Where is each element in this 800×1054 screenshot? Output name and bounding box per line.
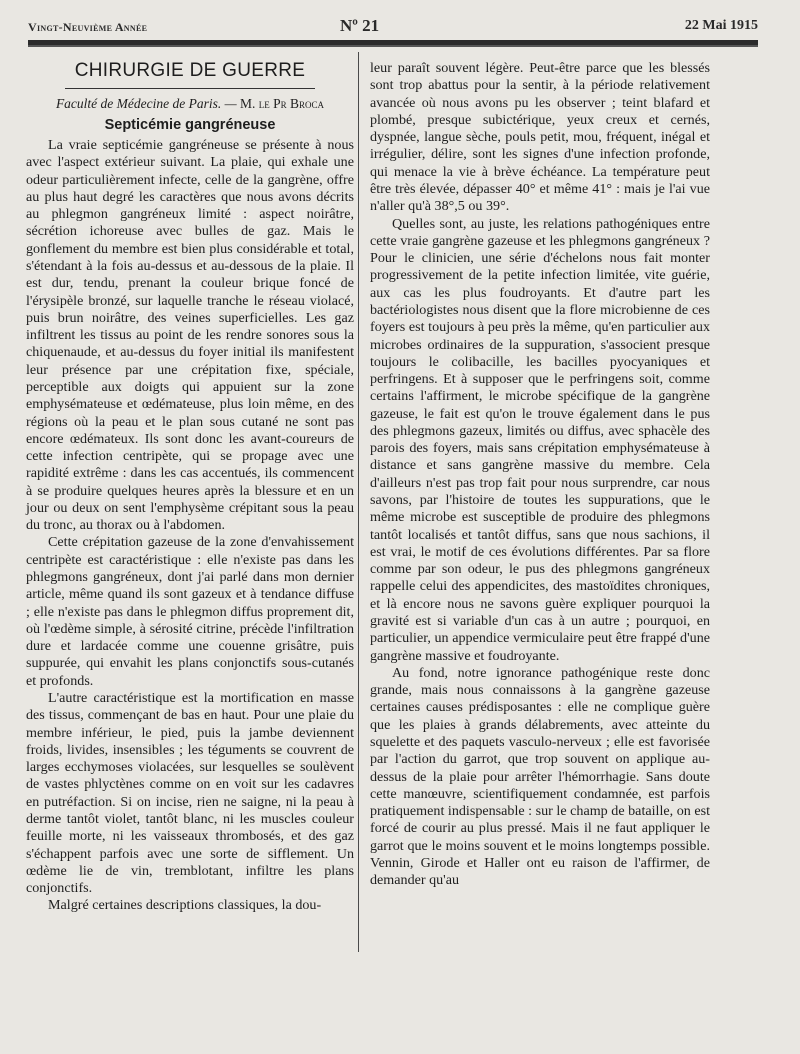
paragraph-continued: leur paraît souvent légère. Peut-être parce que les blessés sont trop abattus pour la sentir, à la période relativement avancée où nous avons pu les observer ; teint blafard et plombé, presque subictérique, yeux creux et cernés, dyspnée, langue sèche, pouls petit, mou, fréquent, inégal et irrégulier, délire, sont les signes d'une infection profonde, qui menace la vie à brève échéance. La température peut être très élevée, dépasser 40° et même 41° : mais je l'ai vue n'aller qu'à 38°,5 ou 39°. xyxy=(370,60,710,215)
volume-year-label: Vingt-Neuvième Année xyxy=(28,20,148,34)
article-byline xyxy=(26,95,354,113)
paragraph: Cette crépitation gazeuse de la zone d'envahissement centripète est caractéristique : elle n'existe pas dans les phlegmons gangréneux, dont j'ai parlé dans mon dernier article, même quand ils sont gazeux et à tendance diffuse ; elle n'existe pas dans le phlegmon diffus proprement dit, où l'œdème simple, à sérosité citrine, précède l'infiltration dure et lardacée comme une couenne grisâtre, puis suppurée, qui envahit les plans conjonctifs sous-cutanés et profonds. xyxy=(26,534,354,689)
paragraph: Malgré certaines descriptions classiques, la dou- xyxy=(48,897,322,914)
paragraph: Au fond, notre ignorance pathogénique reste donc grande, mais nous connaissons à la gangrène gazeuse certaines causes prédisposantes : elle ne complique guère que les plaies à grands délabrements, avec atteinte du squelette et des paquets vasculo-nerveux ; elle est favorisée par l'action du garrot, que trop souvent on applique au-dessus de la plaie pour arrêter l'hémorrhagie. Sans doute cette manœuvre, scientifiquement condamnée, est parfois pratiquement indispensable : sur le champ de bataille, on est forcé de courir au plus pressé. Mais il ne faut appliquer le garrot que le moins souvent et le moins longtemps possible. Vennin, Girode et Haller ont eu raison de l'affirmer, de demander qu'au xyxy=(370,664,710,889)
issue-date: 22 Mai 1915 xyxy=(684,18,758,33)
issue-number: Nº 21 xyxy=(340,16,380,35)
column-divider xyxy=(358,52,359,952)
header-rule xyxy=(28,40,758,47)
byline-institution: Faculté de Médecine de Paris. xyxy=(55,96,222,111)
article-title: Septicémie gangréneuse xyxy=(104,117,276,133)
paragraph: La vraie septicémie gangréneuse se présente à nous avec l'aspect extérieur suivant. La plaie, qui exhale une odeur particulièrement infecte, celle de la gangrène, offre au plus haut degré les caractères que nous avons décrits au phlegmon gangréneux limité : aspect noirâtre, sécrétion ichoreuse avec bulles de gaz. Mais le gonflement du membre est bien plus considérable et total, s'étendant à la fois au-dessus et au-dessous de la plaie. Il est dur, tendu, prenant la couleur brique foncé de l'érysipèle bronzé, sur laquelle tranche le réseau violacé, puis brun noirâtre, des veines superficielles. Les gaz infiltrent les tissus au point de les rendre sonores sous la chiquenaude, et au-dessus du foyer initial ils manifestent leur présence par une crépitation fixe, spéciale, perceptible aux doigts qui appuient sur la zone emphysémateuse et œdémateuse, plus loin même, en des régions où la peau et le plan sous cutané ne sont pas encore œdémateux. Ils sont donc les avant-coureurs de cette infection centripète, qui se propage avec une rapidité extrême : dans les cas accentués, ils commencent à se produire quelques heures après la blessure et en un jour ou deux on sent l'emphysème crépitant sous la peau du tronc, au thorax ou à l'abdomen. xyxy=(26,137,354,534)
byline-author: M. le Pr Broca xyxy=(240,96,325,111)
byline-dash: — xyxy=(221,96,241,111)
paragraph: Quelles sont, au juste, les relations pathogéniques entre cette vraie gangrène gazeuse et les phlegmons gangréneux ? Pour le clinicien, une série d'échelons nous fait monter progressivement de la petite infection limitée, vite guérie, aux cas les plus foudroyants. Et d'autre part les bactériologistes nous disent que la flore microbienne de ces foyers est toujours à peu près la même, qu'en particulier aux microbes ordinaires de la suppuration, s'associent presque toujours le colibacille, les bacilles pyocyaniques et perfringens. Et à supposer que le perfringens soit, comme certains l'affirment, le microbe spécifique de la gangrène gazeuse, le fait est qu'on le trouve également dans le pus des phlegmons gazeux, limités ou diffus, avec sphacèle des parois des foyers, mais sans crépitation emphysémateuse à distance et sans gangrène massive du membre. Cela d'ailleurs n'est pas trop fait pour nous surprendre, car nous savons, par l'histoire de toutes les suppurations, que le même microbe est susceptible de produire des phlegmons tantôt localisés et tantôt diffus, sans que nous sachions, il est vrai, le motif de ces évolutions différentes. Par sa flore comme par son odeur, le pus des phlegmons gangréneux rappelle celui des appendicites, des mastoïdites chroniques, et là encore nous ne savons guère expliquer pourquoi la gravité est si variable d'un cas à un autre ; pourquoi, en particulier, un appendice vermiculaire peut être frappé d'une gangrène massive et foudroyante. xyxy=(370,215,710,664)
paragraph: L'autre caractéristique est la mortification en masse des tissus, commençant de bas en haut. Pour une plaie du membre inférieur, le pied, puis la jambe deviennent froids, livides, insensibles ; les téguments se couvrent de larges ecchymoses violacées, sur lesquelles se soulèvent de vastes phlyctènes comme on en voit sur les cadavres en putréfaction. Si on incise, rien ne saigne, ni la peau à derme tantôt violet, tantôt blanc, ni les muscles couleur feuille morte, ni les vaisseaux thrombosés, et des gaz s'échappent parfois avec une sorte de sifflement. Un œdème lie de vin, tremblotant, infiltre les plans conjonctifs. xyxy=(26,690,354,897)
right-column xyxy=(370,60,710,890)
running-head xyxy=(28,16,758,38)
section-title: CHIRURGIE DE GUERRE xyxy=(74,60,306,81)
section-title-rule xyxy=(65,88,315,89)
left-column xyxy=(26,58,354,915)
